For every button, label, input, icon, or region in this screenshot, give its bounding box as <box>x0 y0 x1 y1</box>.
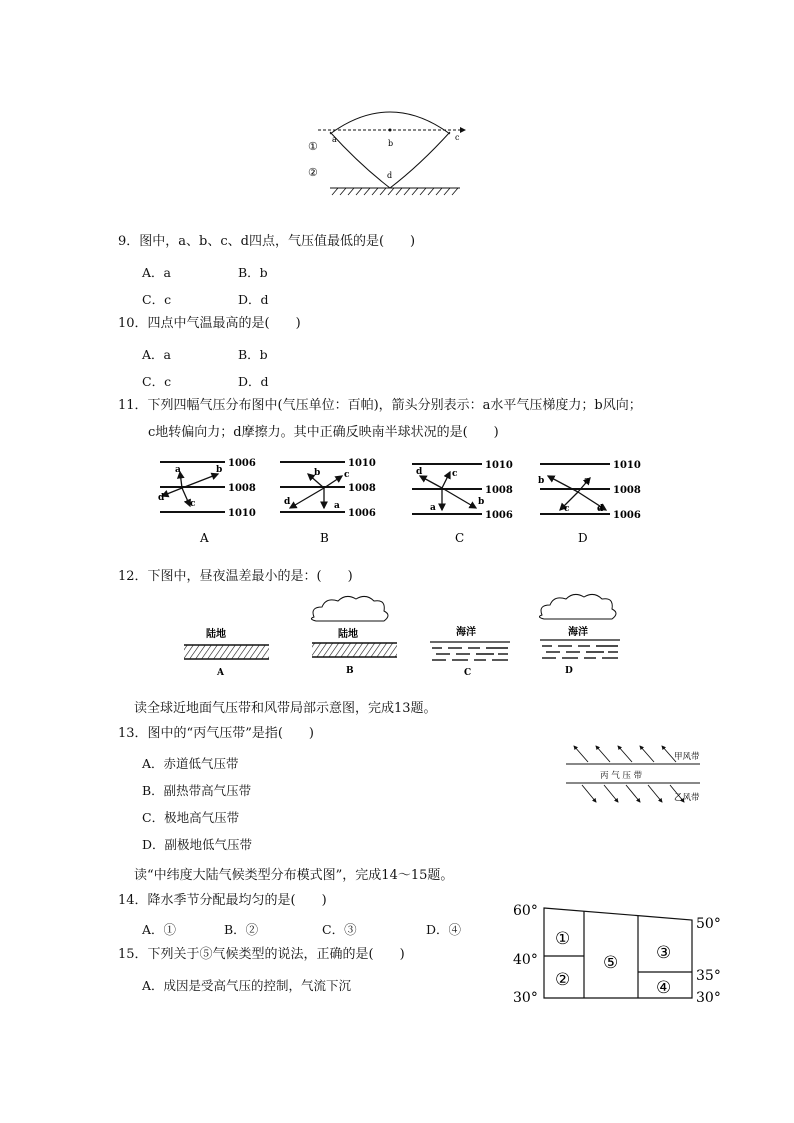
climate-type-figure <box>508 896 740 1011</box>
q10-option-c[interactable]: C．c <box>142 374 172 389</box>
cloud-icon <box>539 594 616 619</box>
svg-text:a: a <box>175 465 181 475</box>
svg-text:c: c <box>190 499 196 509</box>
svg-text:b: b <box>538 476 545 486</box>
q14-option-d[interactable]: D．④ <box>426 922 462 937</box>
isobar-panel-c <box>412 460 513 545</box>
label-circle-1: ① <box>308 140 318 153</box>
lat-right-50: 50° <box>696 916 721 932</box>
svg-text:b: b <box>216 465 223 475</box>
surface-panel-a <box>184 627 269 678</box>
svg-text:1006: 1006 <box>485 510 513 521</box>
wind-belt-bottom-label: 乙风带 <box>674 793 700 803</box>
svg-text:b: b <box>478 497 485 507</box>
q14-stem: 14．降水季节分配最均匀的是( ) <box>118 893 327 908</box>
lat-right-30: 30° <box>696 990 721 1006</box>
isobar-label-d: D <box>578 531 588 545</box>
q9-option-a[interactable]: A．a <box>142 265 171 280</box>
svg-text:1010: 1010 <box>485 460 513 471</box>
label-circle-2: ② <box>308 166 318 179</box>
region-1: ① <box>555 929 571 949</box>
svg-text:1006: 1006 <box>348 508 376 519</box>
svg-text:1008: 1008 <box>228 483 256 494</box>
point-c: c <box>455 133 460 142</box>
svg-text:A: A <box>217 668 224 678</box>
q13-option-b[interactable]: B．副热带高气压带 <box>142 783 252 798</box>
svg-text:陆地: 陆地 <box>338 629 358 640</box>
pressure-belt-label: 丙 气 压 带 <box>600 771 643 781</box>
surface-figures <box>180 595 630 680</box>
region-2: ② <box>555 970 571 990</box>
q14-option-a[interactable]: A．① <box>142 922 177 937</box>
q11-stem-line1: 11．下列四幅气压分布图中(气压单位：百帕)，箭头分别表示：a水平气压梯度力；b风向； <box>118 398 642 413</box>
isobar-panel-b <box>280 458 376 545</box>
q12-stem: 12．下图中，昼夜温差最小的是：( ) <box>118 569 353 584</box>
surface-panel-d <box>539 594 620 676</box>
svg-text:1008: 1008 <box>613 485 641 496</box>
intro-13: 读全球近地面气压带和风带局部示意图，完成13题。 <box>134 701 437 716</box>
region-3: ③ <box>656 943 672 963</box>
lat-right-35: 35° <box>696 968 721 984</box>
svg-text:1010: 1010 <box>348 458 376 469</box>
q13-option-a[interactable]: A．赤道低气压带 <box>142 756 239 771</box>
svg-text:a: a <box>584 476 590 486</box>
svg-text:海洋: 海洋 <box>456 627 476 638</box>
svg-text:d: d <box>597 504 604 514</box>
isobar-panel-d <box>538 460 641 545</box>
surface-panel-b <box>311 596 397 676</box>
q14-option-c[interactable]: C．③ <box>322 922 357 937</box>
svg-text:D: D <box>565 666 573 676</box>
surface-panel-c <box>430 625 510 678</box>
pressure-level-figure <box>300 110 480 200</box>
q10-option-d[interactable]: D．d <box>238 374 269 389</box>
q11-stem-line2: c地转偏向力；d摩擦力。其中正确反映南半球状况的是( ) <box>148 425 499 440</box>
svg-text:d: d <box>284 497 291 507</box>
wind-belt-top-label: 甲风带 <box>674 752 700 762</box>
svg-text:1008: 1008 <box>485 485 513 496</box>
q13-stem: 13．图中的“丙气压带”是指( ) <box>118 726 314 741</box>
svg-text:陆地: 陆地 <box>206 629 226 640</box>
q9-option-c[interactable]: C．c <box>142 292 172 307</box>
svg-text:1010: 1010 <box>228 508 256 519</box>
isobar-panel-a <box>158 458 256 545</box>
svg-text:1006: 1006 <box>613 510 641 521</box>
q13-option-d[interactable]: D．副极地低气压带 <box>142 837 253 852</box>
q15-option-a[interactable]: A．成因是受高气压的控制，气流下沉 <box>142 978 352 993</box>
cloud-icon <box>311 596 388 621</box>
isobar-label-c: C <box>455 531 465 545</box>
q13-option-c[interactable]: C．极地高气压带 <box>142 810 240 825</box>
svg-text:a: a <box>334 501 340 511</box>
svg-text:海洋: 海洋 <box>568 627 588 638</box>
svg-text:b: b <box>314 468 321 478</box>
svg-text:a: a <box>430 503 436 513</box>
q9-stem: 9．图中，a、b、c、d四点，气压值最低的是( ) <box>118 234 416 249</box>
q10-option-b[interactable]: B．b <box>238 347 268 362</box>
svg-text:c: c <box>344 470 350 480</box>
svg-text:d: d <box>416 467 423 477</box>
q10-option-a[interactable]: A．a <box>142 347 171 362</box>
q9-option-b[interactable]: B．b <box>238 265 268 280</box>
isobar-label-b: B <box>320 531 329 545</box>
region-4: ④ <box>656 978 672 998</box>
region-5: ⑤ <box>603 953 619 973</box>
lat-left-30: 30° <box>513 990 538 1006</box>
wind-belt-figure <box>562 742 712 808</box>
svg-text:1010: 1010 <box>613 460 641 471</box>
svg-text:1006: 1006 <box>228 458 256 469</box>
intro-14: 读“中纬度大陆气候类型分布模式图”，完成14～15题。 <box>134 868 454 883</box>
svg-text:1008: 1008 <box>348 483 376 494</box>
point-a: a <box>332 135 337 144</box>
svg-text:c: c <box>452 469 458 479</box>
isobar-label-a: A <box>200 531 209 545</box>
q14-option-b[interactable]: B．② <box>224 922 259 937</box>
svg-text:c: c <box>564 504 570 514</box>
lat-left-40: 40° <box>513 952 538 968</box>
svg-text:B: B <box>346 666 354 676</box>
q15-stem: 15．下列关于⑤气候类型的说法，正确的是( ) <box>118 947 405 962</box>
q10-stem: 10．四点中气温最高的是( ) <box>118 316 301 331</box>
svg-text:d: d <box>158 493 165 503</box>
point-b: b <box>388 139 394 148</box>
q9-option-d[interactable]: D．d <box>238 292 269 307</box>
svg-text:C: C <box>464 668 472 678</box>
point-d: d <box>387 171 393 180</box>
isobar-figures <box>150 452 650 547</box>
lat-left-60: 60° <box>513 903 538 919</box>
